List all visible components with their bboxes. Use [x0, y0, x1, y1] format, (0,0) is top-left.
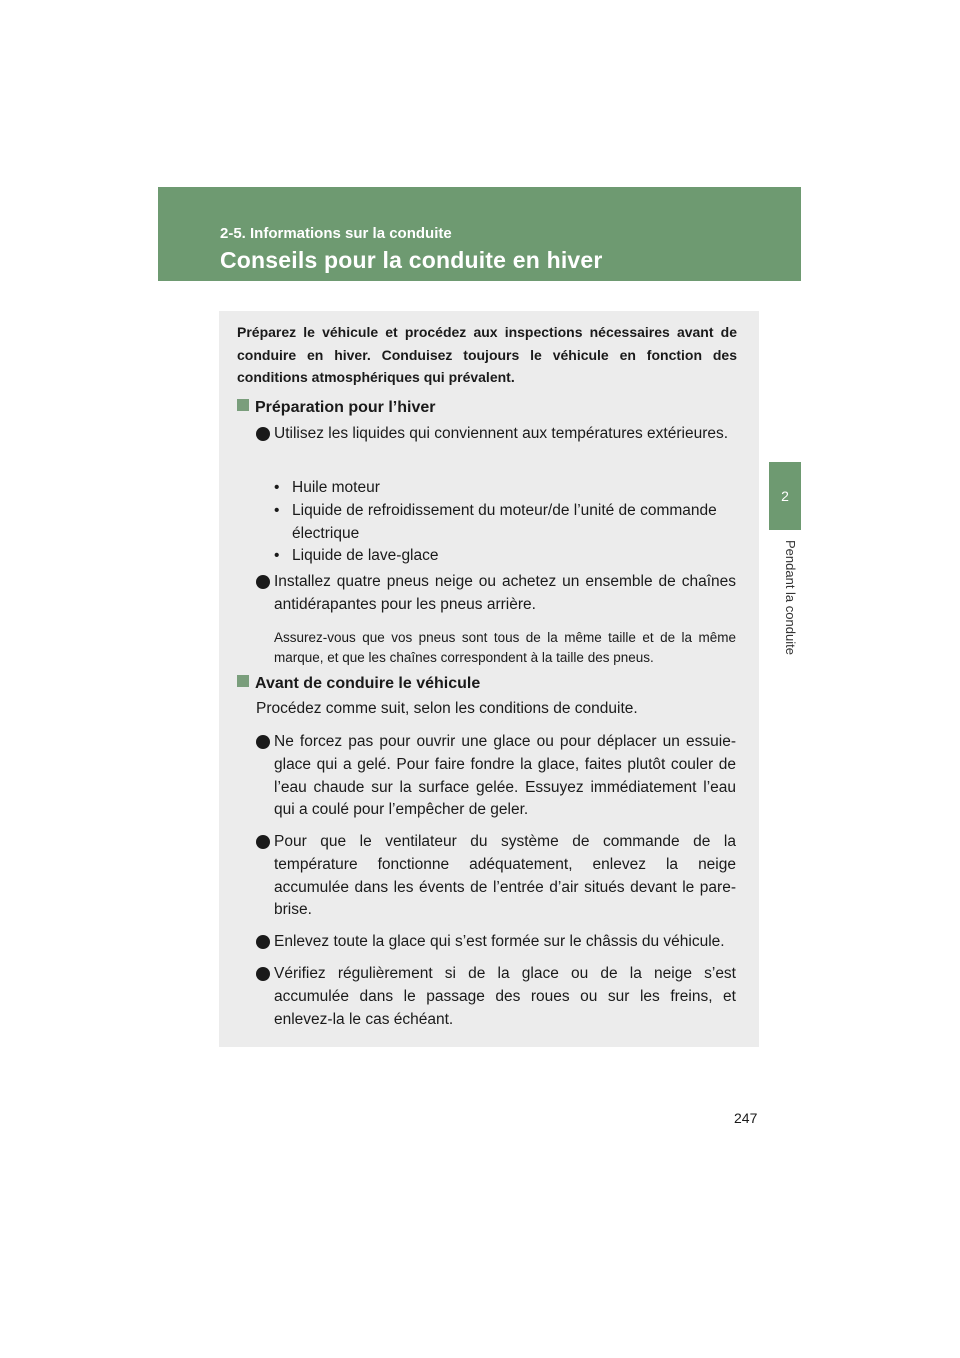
bullet-point-icon: • — [274, 547, 280, 564]
list-item — [256, 931, 736, 954]
bullet-dot-icon — [256, 967, 270, 981]
before-intro: Procédez comme suit, selon les conditions de conduite. — [256, 700, 638, 717]
list-item — [256, 831, 736, 922]
heading-winter-prep — [237, 397, 435, 419]
bullet-dot-icon — [256, 835, 270, 849]
bullet-dot-icon — [256, 935, 270, 949]
sub-list-item-text: Liquide de refroidissement du moteur/de l’unité de commande électrique — [292, 502, 717, 542]
intro-text: Préparez le véhicule et procédez aux inspections nécessaires avant de conduire en hiver. Conduisez toujours le véhicule en fonction des conditions atmosphériques qui prévalent. — [237, 324, 737, 385]
sub-list-item — [274, 477, 736, 500]
heading-before-driving — [237, 673, 480, 695]
square-bullet-icon — [237, 399, 249, 411]
page-number: 247 — [734, 1110, 758, 1126]
content-panel — [219, 311, 759, 1047]
chapter-header — [158, 187, 801, 281]
bullet-dot-icon — [256, 427, 270, 441]
tire-note: Assurez-vous que vos pneus sont tous de la même taille et de la même marque, et que les chaînes correspondent à la taille des pneus. — [274, 630, 736, 665]
bullet-dot-icon — [256, 575, 270, 589]
list-item — [256, 423, 736, 446]
list-item-text: Ne forcez pas pour ouvrir une glace ou pour déplacer un essuie-glace qui a gelé. Pour faire fondre la glace, faites plutôt couler de l’eau chaude sur la surface gelée. Essuyez immédiatement l’eau qui a coulé pour l’empêcher de geler. — [274, 733, 736, 819]
page-title: Conseils pour la conduite en hiver — [220, 247, 603, 273]
heading-text: Avant de conduire le véhicule — [255, 675, 481, 692]
chapter-tab-label: Pendant la conduite — [783, 540, 798, 655]
list-item-text: Utilisez les liquides qui conviennent aux températures extérieures. — [274, 425, 729, 442]
sub-list-item — [274, 500, 736, 546]
heading-text: Préparation pour l’hiver — [255, 399, 436, 416]
square-bullet-icon — [237, 675, 249, 687]
list-item-text: Enlevez toute la glace qui s’est formée sur le châssis du véhicule. — [274, 933, 725, 950]
list-item-text: Pour que le ventilateur du système de commande de la température fonctionne adéquatement, enlevez la neige accumulée dans les évents de l’entrée d’air situés devant le pare-brise. — [274, 833, 736, 919]
bullet-point-icon: • — [274, 479, 280, 496]
list-item — [256, 571, 736, 617]
section-label: 2-5. Informations sur la conduite — [220, 225, 452, 242]
bullet-point-icon: • — [274, 502, 280, 519]
sub-list-item-text: Liquide de lave-glace — [292, 547, 439, 564]
list-item — [256, 731, 736, 822]
list-item — [256, 963, 736, 1031]
list-item-text: Installez quatre pneus neige ou achetez un ensemble de chaînes antidérapantes pour les pneus arrière. — [274, 573, 736, 613]
sub-list-item-text: Huile moteur — [292, 479, 380, 496]
chapter-tab: 2 — [769, 462, 801, 530]
sub-list-item — [274, 545, 736, 568]
bullet-dot-icon — [256, 735, 270, 749]
list-item-text: Vérifiez régulièrement si de la glace ou de la neige s’est accumulée dans le passage des roues ou sur les freins, et enlevez-la le cas échéant. — [274, 965, 736, 1028]
